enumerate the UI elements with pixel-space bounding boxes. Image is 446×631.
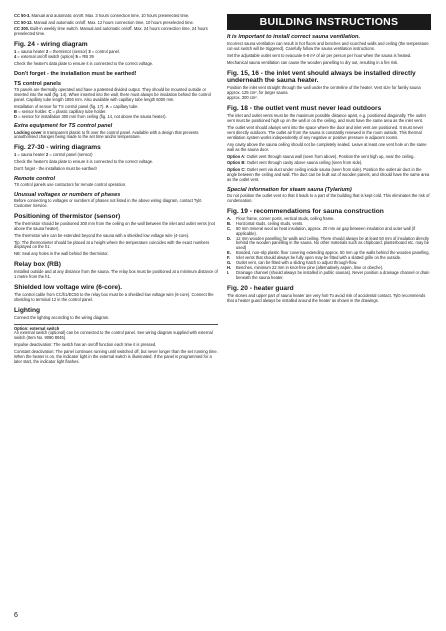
ts-line: B = sensor holder. C = plastic capillary tube holder. xyxy=(14,108,107,114)
relay-text: Installed outside and at any distance from the sauna. The relay box must be positioned at a minimum distance of 1 metre from the h1. xyxy=(14,269,218,280)
special-text: Do not position the outlet vent so that it leads to a part of the building that is kept cold. This eliminates the risk of condensation. xyxy=(227,193,430,203)
impulse-text: Impulse deactivation: The switch has an on/off function each time it is pressed. xyxy=(14,342,157,348)
extra-text: Locking cover in transparent plastic to fit over the control panel. Available with a design that prevents unauthorised changes being made to the set time and/or temperature. xyxy=(14,129,199,140)
constant-text: Constant deactivation: The panel continues running until switched off, but never longer than the set running time. xyxy=(14,349,218,355)
fig19-item-letter: C. xyxy=(227,225,232,231)
fig19-item-text: Drainage channel (should always be installed in public saunas). Never position a drainage channel or drain beneath the sauna heater. xyxy=(236,269,430,280)
fig19-item-text: Floor frame, corner posts, vertical studs, ceiling frame. xyxy=(236,215,335,221)
fig19-item-text: Inlet vents that should always be fully open may be fitted with a slatted grille on the outside. xyxy=(236,255,402,261)
fig19-item-letter: E. xyxy=(227,250,231,256)
right-column xyxy=(227,14,431,614)
fig19-item-text: 12 mm wooden panelling for walls and ceiling. There should always be at least 50 mm of insulation directly behind the wooden panelling in the sauna. No other materials such as chipboard, plasterboard etc. may be used) xyxy=(236,235,429,251)
fig24-legend-line: 1 = sauna heater 2 = thermistor (sensor) 3 = control panel. xyxy=(14,49,120,55)
thermistor-p1: The thermistor should be positioned 300 mm from the ceiling on the wall between the inlet and outlet vents (not above the sauna heater). xyxy=(14,220,215,231)
remote-text: TS control panels use contactors for remote control operation. xyxy=(14,182,127,188)
option-c: Option C: Outlet vent via duct under ceiling inside sauna (seen from side). Position the outlet air duct in the angle between the ceiling and wall. The duct can be built out of wooden panels, and should have the same area as the outlet vent. xyxy=(227,167,430,183)
option-text: An external switch (optional) can be connected to the control panel. See wiring diagram supplied with external switch (Item No. 9090 8045). xyxy=(14,330,213,341)
fig18-p2: The outlet vent should always vent into the space where the door and inlet vent are positioned. It must never vent directly outdoors. The outlet air from the sauna is constantly renewed in the room outside. This thermal ventilation system works independently of any negative or positive pressure in adjacent rooms. xyxy=(227,125,424,140)
fig1516-text: Position the inlet vent straight through the wall under the centreline of the heater. Vent size for family sauna approx. 125 cm², for larger sauna xyxy=(227,85,421,96)
fig24-warning: Don't forget - the installation must be earthed! xyxy=(14,70,137,77)
fig20-heading: Fig. 20 - heater guard xyxy=(227,284,294,292)
fig2730-heading: Fig. 27-30 - wiring diagrams xyxy=(14,144,101,152)
fig2730-check: Check the heater's data plate to ensure it is connected to the correct voltage. xyxy=(14,159,154,165)
fig19-item xyxy=(227,237,431,252)
fig19-item-letter: A. xyxy=(227,215,232,221)
fig2730-warning: Don't forget - the installation must be earthed! xyxy=(14,166,97,172)
fig2730-legend: 1 = sauna heater 2 = control panel (sensor) xyxy=(14,152,93,158)
fig19-item-letter: B. xyxy=(227,220,232,226)
ts-text: TS panels are thermally operated and have a patented divided output. They should be mounted outside or inserted into the wall (fig. 14). When inserted into the wall, there must always be insulation behind the control panel. Capillary tube length 1850 mm. Also available with capillary tube length 5000 mm. xyxy=(14,87,211,103)
ts-line: D = sensor for installation 300 mm from ceiling (fig. 14, not above the sauna heater). xyxy=(14,113,167,119)
fig24-legend-line: 4 = external on/off switch (option) 5 = RB 39 xyxy=(14,54,94,60)
fig19-item-text: Outlet vent, can be fitted with a sliding hatch to adjust through-flow. xyxy=(236,260,358,266)
thermistor-heading: Positioning of thermistor (sensor) xyxy=(14,212,121,220)
fig19-heading: Fig. 19 - recommendations for sauna construction xyxy=(227,207,384,215)
fig19-item-letter: D. xyxy=(227,235,232,241)
lighting-text: Connect the lighting according to the wiring diagram. xyxy=(14,315,110,321)
fig19-item-text: Bonded, non-slip plastic floor covering extending approx. 50 mm up the walls behind the wooden panelling. xyxy=(236,250,430,256)
fig19-list xyxy=(227,217,431,281)
fig1516-heading: Fig. 15, 16 - the inlet vent should always be installed directly underneath the sauna heater. xyxy=(227,69,416,85)
fig18-p3: Any cavity above the sauna ceiling should not be completely sealed. Leave at least one vent hole on the same wall as the sauna door. xyxy=(227,141,427,152)
ts-line: Installation of sensor for TS control panel (fig. 17). A = capillary tube. xyxy=(14,103,139,109)
fig24-check: Check the heater's data plate to ensure it is connected to the correct voltage. xyxy=(14,61,154,67)
fig19-item-text: Horizontal studs, ceiling studs, vents. xyxy=(236,220,304,226)
shielded-text: The control cable from CC/h1/EC50 to the relay box must be a shielded low voltage wire (6-core). Connect the shielding to terminal 12 in the control panel. xyxy=(14,292,214,303)
relay-heading: Relay box (RB) xyxy=(14,261,61,269)
fig1516-text2: approx. 300 cm². xyxy=(227,95,258,101)
unusual-heading: Unusual voltages or numbers of phases xyxy=(14,191,121,198)
cc-models xyxy=(14,14,218,37)
intro-p2: Set the adjustable outlet vent to evacuate 6-8 m³ of air per person per hour when the sauna is heated. xyxy=(227,52,412,58)
building-instructions-banner: BUILDING INSTRUCTIONS xyxy=(227,14,431,30)
fig19-item-text: 50 mm mineral wool as heat insulation, approx. 20 mm air gap between insulation and outer wall (if applicable). xyxy=(236,225,416,236)
shielded-heading: Shielded low voltage wire (6-core). xyxy=(14,284,123,292)
fig24-heading: Fig. 24 - wiring diagram xyxy=(14,41,88,49)
indicator-text: When the heater is on, the indicator light in the external switch is illuminated. If the panel is programmed for a later start, the indicator light flashes. xyxy=(14,354,212,364)
divider xyxy=(14,324,218,325)
option-b: Option B: Outlet vent through cavity above sauna ceiling (seen from side). xyxy=(227,160,363,166)
intro-p1: Incorrect sauna ventilation can result in hot floors and benches and scorched walls and ceiling (the temperature cut-out switch will be triggered). Carefully follow the sauna ventilation instructions. xyxy=(227,41,429,51)
option-a: Option A: Outlet vent through sauna wall (seen from above). Position the vent high up, near the ceiling. xyxy=(227,153,415,159)
thermistor-p3: Tip: The thermometer should be placed at a height where the temperature coincides with the exact numbers displayed on the h1. xyxy=(14,239,210,250)
fig19-item xyxy=(227,271,431,281)
ts-heading: TS control panels xyxy=(14,80,61,87)
option-heading: Option: external switch xyxy=(14,325,60,331)
cc-line: CC 50-3. Manual and automatic on/off. Max. 3 hours connection time, 10 hours preselected time. xyxy=(14,14,190,18)
cc-line: CC 50-12. Manual and automatic on/off. Max. 12 hours connection time, 10 hours preselected time. xyxy=(14,19,194,25)
fig19-item-text: Benches, minimum 22 mm in knot-free pine (alternatively aspen, lime or obeche). xyxy=(236,264,384,270)
special-heading: Special information for steam sauna (Tylarium) xyxy=(227,186,352,193)
intro-p3: Mechanical sauna ventilation can cause the wooden panelling to dry out, resulting in a fire risk. xyxy=(227,59,399,65)
lighting-heading: Lighting xyxy=(14,307,40,315)
left-column xyxy=(14,14,218,614)
fig19-item-letter: F. xyxy=(227,255,231,261)
fig20-text: The stones and upper part of sauna heater are very hot! To avoid risk of accidental contact, Tylö recommends that a heater guard always be installed around the heater as shown in the drawings. xyxy=(227,292,426,303)
fig19-item-letter: H. xyxy=(227,264,232,270)
remote-heading: Remote control xyxy=(14,175,56,182)
thermistor-p2: The thermistor wire can be extended beyond the sauna with a shielded low voltage wire (4-core). xyxy=(14,232,190,238)
extra-heading: Extra equipment for TS control panel xyxy=(14,123,113,130)
ventilation-lead: It is important to install correct sauna ventilation. xyxy=(227,34,361,40)
fig18-heading: Fig. 18 - the outlet vent must never lead outdoors xyxy=(227,105,382,113)
fig19-item-letter: I. xyxy=(227,269,230,275)
thermistor-p4: NB: Seal any holes in the wall behind the thermistor. xyxy=(14,251,109,257)
fig18-p1: The inlet and outlet vents must be the maximum possible distance apart, e.g. positioned diagonally. The outlet vent must be positioned high up on the wall or on the ceiling, and must have the same area as the inlet vent. xyxy=(227,113,426,124)
cc-line: CC 300. Built-in weekly time switch. Manual and automatic on/off. Max. 24 hours connection time, 24 hours preselected time. xyxy=(14,26,208,37)
fig19-item-letter: G. xyxy=(227,260,232,266)
unusual-text: Before connecting to voltages or numbers of phases not listed in the above wiring diagram, contact Tylö Customer Service. xyxy=(14,197,202,208)
page-number: 6 xyxy=(14,612,18,619)
